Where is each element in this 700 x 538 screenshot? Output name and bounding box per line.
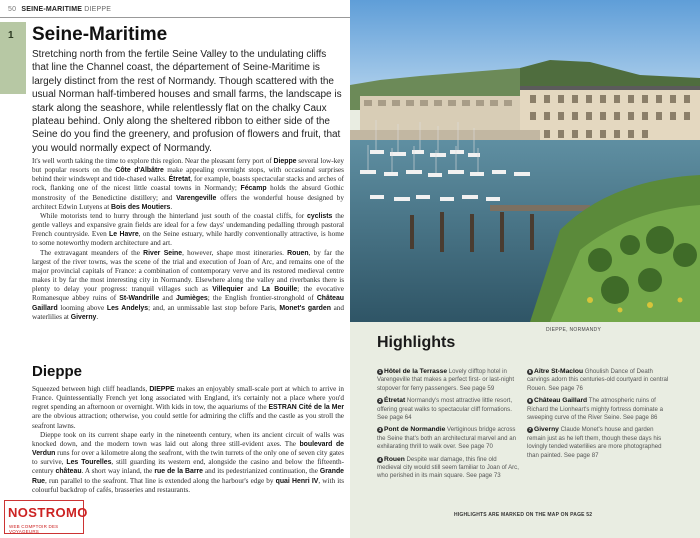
watermark-brand: NOSTROMO	[8, 505, 88, 520]
highlight-number: 6	[528, 398, 532, 404]
highlight-item	[377, 397, 522, 422]
highlight-text: The atmospheric ruins of Richard the Lionheart's mighty fortress dominate a sweeping curve of the River Seine. See page 86	[527, 397, 663, 422]
subsection-name: DIEPPE	[84, 6, 112, 13]
right-page	[350, 0, 700, 538]
highlight-text: Lovely clifftop hotel in Varengeville that makes a perfect first- or last-night stopover for ferry passengers. See page 59	[377, 368, 515, 392]
highlight-item	[527, 397, 672, 422]
highlights-column-1	[377, 368, 522, 485]
harbour-photo	[350, 0, 700, 322]
section-name: SEINE-MARITIME	[21, 6, 83, 13]
page-title: Seine-Maritime	[32, 24, 168, 45]
watermark-tagline: WEB COMPTOIR DES VOYAGEURS	[9, 524, 59, 534]
highlights-title: Highlights	[377, 334, 456, 351]
watermark-logo	[4, 500, 88, 534]
highlight-name: Rouen	[384, 455, 405, 463]
highlight-name: Aître St-Maclou	[534, 368, 584, 375]
highlight-item	[527, 368, 672, 393]
highlight-text: Vertiginous bridge across the Seine that's both an architectural marvel and an exhilarating thrill to walk over. See page 70	[377, 426, 517, 451]
intro-paragraph: Stretching north from the fertile Seine Valley to the undulating cliffs that line the Channel coast, the département of Seine-Maritime is largely distinct from the rest of Normandy. Though scattered with the usual Norman half-timbered houses and small farms, the landscape is stark along the seashore, while relentlessly flat on the chalky Caux plateau behind. Only along the sheltered ribbon to either side of the Seine do you find the greenery, and profusion of flowers and fruit, that you would normally expect of Normandy.	[32, 49, 342, 154]
highlight-name: Hôtel de la Terrasse	[384, 368, 448, 375]
paragraph: It's well worth taking the time to explore this region. Near the pleasant ferry port of Dieppe several low-key but popular resorts on the Côte d'Albâtre make appealing overnight stops, with occasional surprises behind their windswept and tide-chased walks. Étretat, for example, boasts spectacular stacks and arches of rock, flanking one of the nicest little coastal towns in Normandy; Fécamp holds the absurd Gothic monstrosity of the Benedictine distillery; and Varengeville offers the wonderful house designed by architect Edwin Lutyens at Bois des Moutiers.	[32, 157, 345, 211]
page-number: 50	[8, 6, 17, 13]
photo-caption: DIEPPE, NORMANDY	[546, 327, 602, 333]
highlight-number: 2	[378, 398, 382, 404]
highlight-number: 1	[378, 369, 382, 374]
highlight-text: Claude Monet's house and garden remain just as he left them, though these days his lovingly tended waterlilies are more photographed than painted. See page 87	[527, 426, 662, 459]
header-rule	[0, 17, 350, 18]
paragraph: Dieppe took on its current shape early in the nineteenth century, when its ancient circuit of walls was knocked down, and the modern town was laid out along three still-evident axes. The boulevard de Verdun runs for over a kilometre along the seafront, with the twin turrets of the only one of seven city gates to survive, Les Tourelles, still guarding its western end, alongside the casino and below the fifteenth-century château. A short way inland, the rue de la Barre and its pedestrianized continuation, the Grande Rue, run parallel to the seafront. That line is extended along the harbour's edge by quai Henri IV, with its colourful backdrop of cafés, brasseries and restaurants.	[32, 430, 345, 494]
paragraph: While motorists tend to hurry through the hinterland just south of the coastal cliffs, for cyclists the gentle valleys and expansive grain fields are ideal for a few days' undemanding pedalling through pastoral French countryside. Even Le Havre, on the Seine estuary, while hardly conventionally attractive, is home to some noteworthy modern architecture and art.	[32, 211, 345, 248]
paragraph: Squeezed between high cliff headlands, DIEPPE makes an enjoyably small-scale port at which to arrive in France. Quintessentially French yet long associated with England, it's certainly not a place where you'd regret spending an afternoon or overnight. With kids in tow, the aquariums of the ESTRAN Cité de la Mer are the obvious attraction; otherwise, you could settle for admiring the cliffs and the castle as you stroll the seafront lawns.	[32, 385, 345, 430]
highlight-text: Normandy's most attractive little resort, offering great walks to spectacular cliff formations. See page 64	[377, 397, 513, 422]
map-reference-note: HIGHLIGHTS ARE MARKED ON THE MAP ON PAGE 52	[454, 512, 593, 518]
section-heading-dieppe: Dieppe	[32, 363, 83, 380]
highlight-text: Despite war damage, this fine old medieval city would still seem familiar to Joan of Arc, who perished in its main square. See page 73	[377, 455, 519, 480]
highlight-number: 7	[528, 427, 532, 433]
highlight-item	[377, 368, 522, 393]
highlight-item	[377, 456, 522, 481]
paragraph: The extravagant meanders of the River Seine, however, shape most itineraries. Rouen, by far the largest of the river towns, was the scene of the trial and execution of Joan of Arc, and remains one of the major provincial capitals of France: a combination of contemporary verve and its restored medieval centre makes it by far the most interesting city in Normandy. Elsewhere along the valley and riverbanks there is plenty to delay your progress: tranquil villages such as Villequier and La Bouille; the evocative Romanesque abbey ruins of St-Wandrille and Jumièges; the English frontier-stronghold of Château Gaillard looming above Les Andelys; and, an unmissable last stop before Paris, Monet's garden and waterlilies at Giverny.	[32, 248, 345, 321]
highlight-name: Château Gaillard	[534, 397, 588, 405]
highlight-item	[377, 426, 522, 451]
highlights-column-2	[527, 368, 672, 464]
highlight-text: Ghoulish Dance of Death carvings adorn this centuries-old courtyard in central Rouen. See page 76	[527, 368, 669, 392]
highlight-name: Giverny	[534, 426, 559, 434]
highlight-number: 3	[378, 427, 382, 433]
highlight-item	[527, 426, 672, 460]
harbour-photo-illustration	[350, 0, 700, 322]
chapter-number: 1	[8, 30, 14, 41]
body-text-section-2	[32, 385, 344, 495]
highlight-name: Étretat	[384, 397, 406, 405]
highlight-number: 5	[528, 369, 532, 374]
running-header	[8, 6, 111, 13]
highlight-number: 4	[378, 456, 382, 462]
highlight-name: Pont de Normandie	[384, 426, 446, 434]
body-text-section-1	[32, 157, 344, 322]
